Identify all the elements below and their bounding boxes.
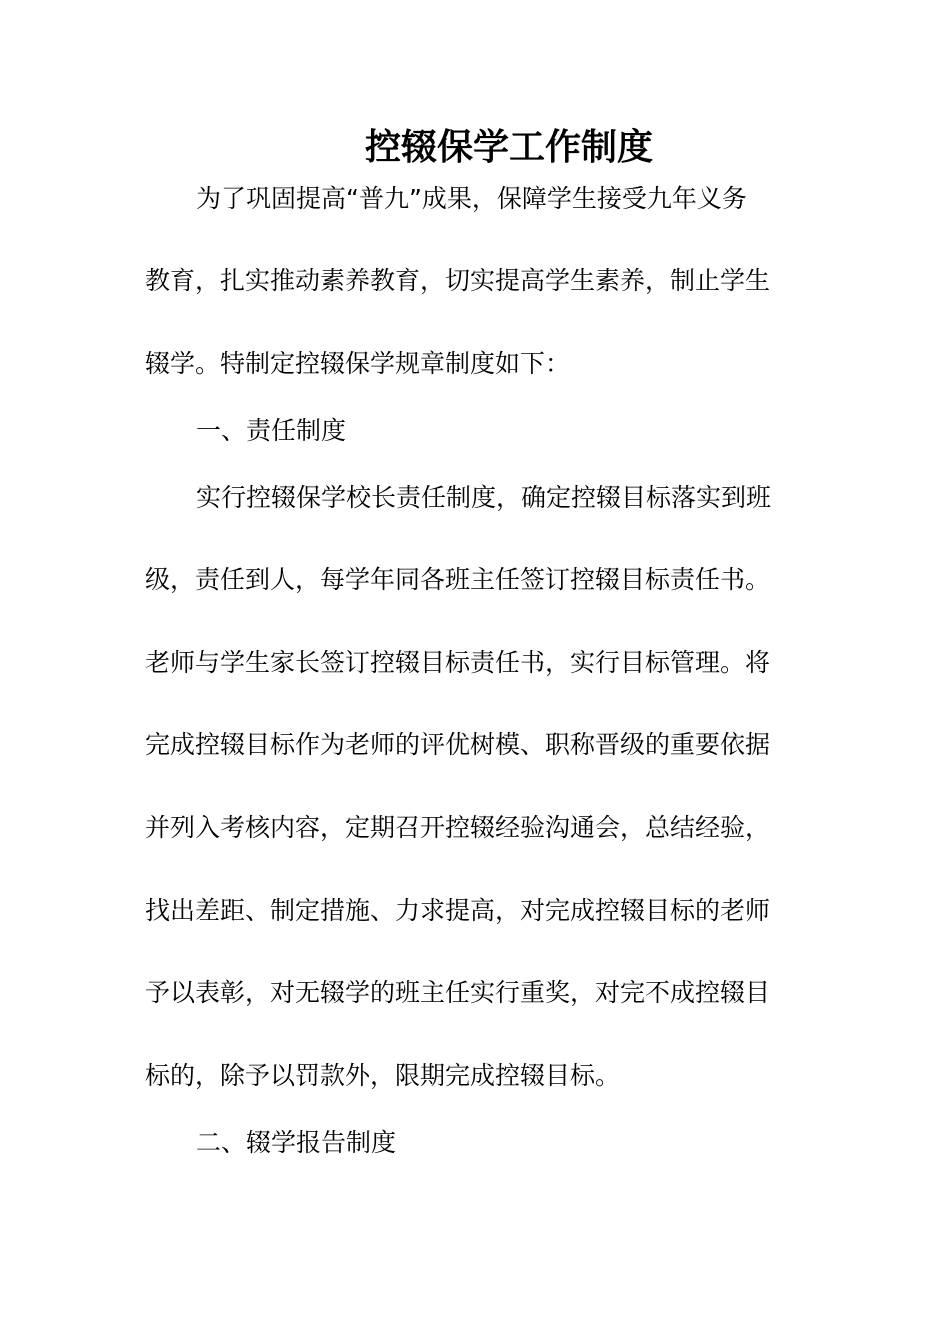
- section-heading: 一、责任制度: [196, 416, 347, 445]
- paragraph-line: 实行控辍保学校长责任制度，确定控辍目标落实到班: [196, 483, 772, 512]
- paragraph-line: 予以表彰，对无辍学的班主任实行重奖，对完不成控辍目: [145, 978, 771, 1007]
- paragraph-line: 标的，除予以罚款外，限期完成控辍目标。: [145, 1061, 621, 1090]
- paragraph-line: 为了巩固提高“普九”成果，保障学生接受九年义务: [196, 184, 747, 213]
- section-heading: 二、辍学报告制度: [196, 1128, 397, 1157]
- paragraph-line: 完成控辍目标作为老师的评优树模、职称晋级的重要依据: [145, 730, 771, 759]
- paragraph-line: 老师与学生家长签订控辍目标责任书，实行目标管理。将: [145, 648, 771, 677]
- paragraph-line: 找出差距、制定措施、力求提高，对完成控辍目标的老师: [145, 896, 771, 925]
- paragraph-line: 辍学。特制定控辍保学规章制度如下：: [145, 349, 571, 378]
- document-title: 控辍保学工作制度: [364, 126, 653, 168]
- paragraph-line: 并列入考核内容，定期召开控辍经验沟通会，总结经验，: [145, 813, 771, 842]
- paragraph-line: 教育，扎实推动素养教育，切实提高学生素养，制止学生: [145, 266, 771, 295]
- paragraph-line: 级，责任到人，每学年同各班主任签订控辍目标责任书。: [145, 565, 771, 594]
